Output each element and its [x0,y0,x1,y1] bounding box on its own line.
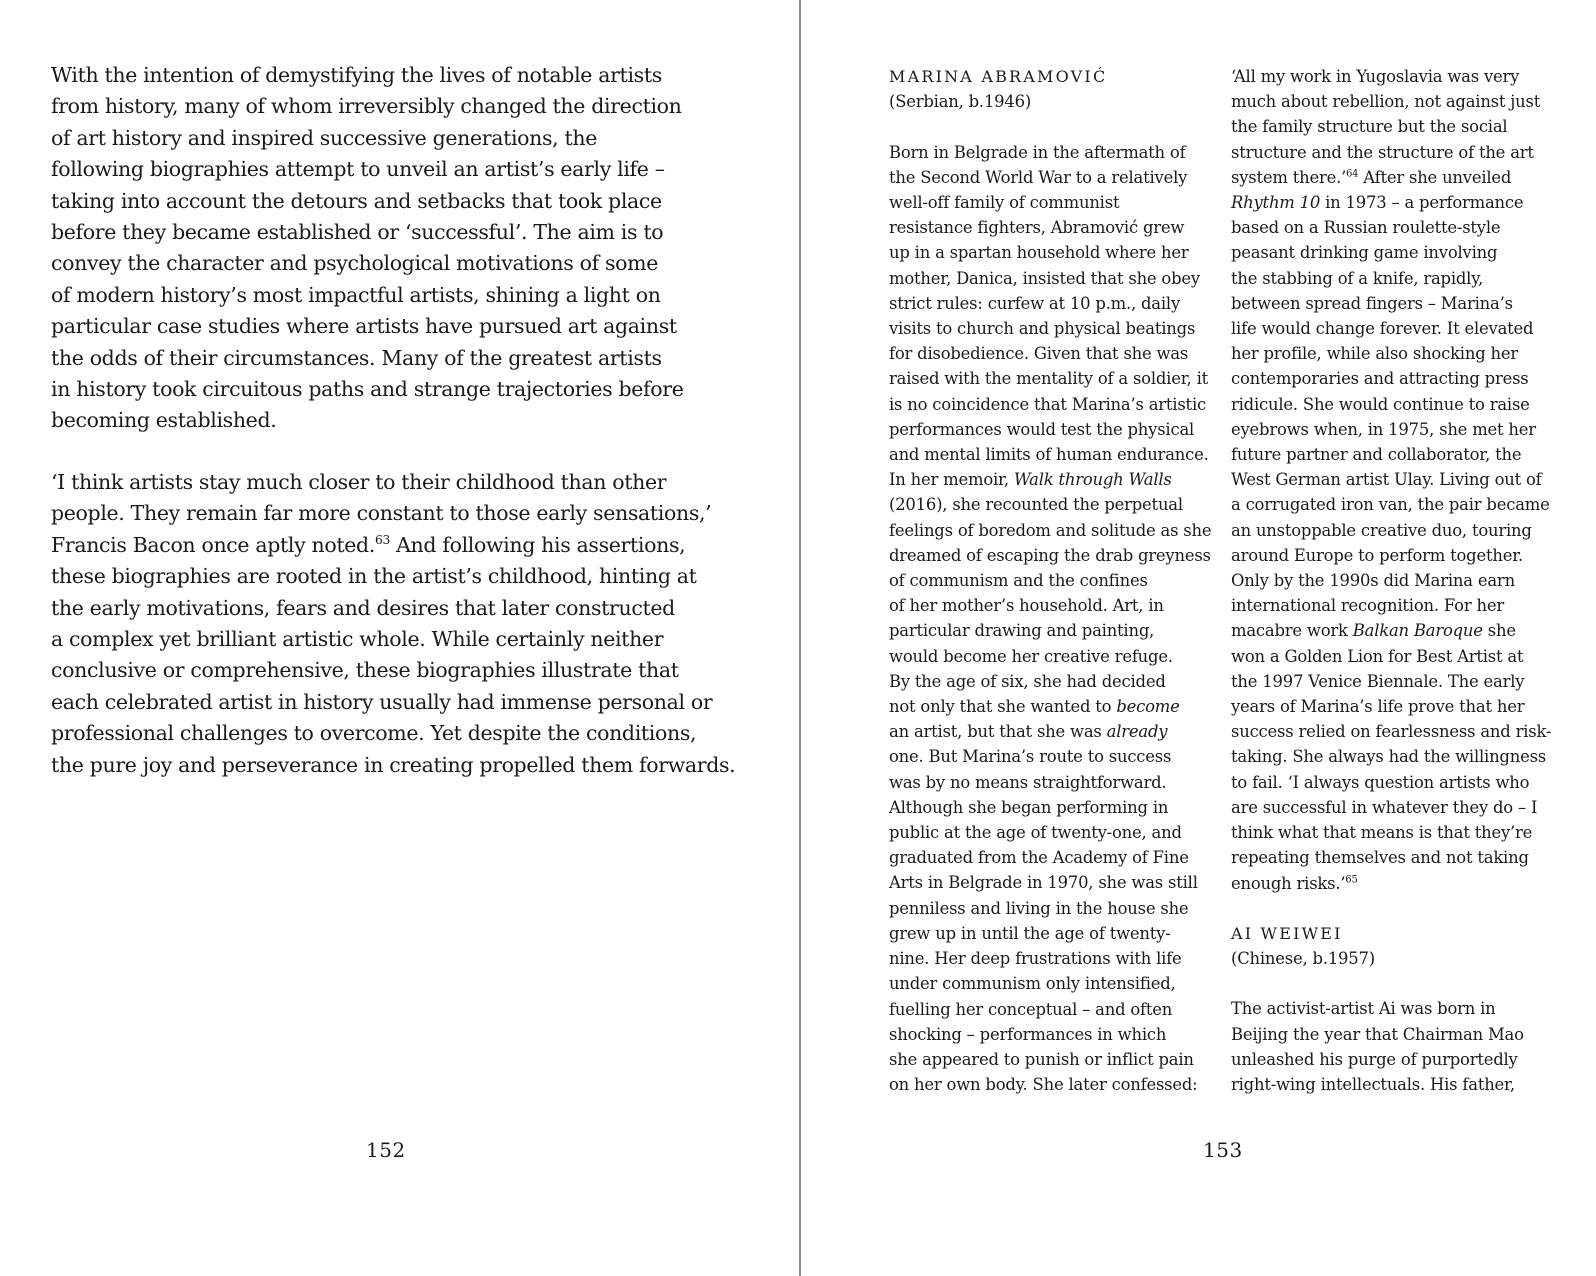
text-line: eyebrows when, in 1975, she met her [1231,419,1536,439]
text-line: her profile, while also shocking her [1231,344,1518,364]
text-line: of communism and the confines [889,571,1148,591]
text-segment: After she unveiled [1358,167,1512,187]
text-line: years of Marina’s life prove that her [1231,697,1525,717]
text-line: to fail. ‘I always question artists who [1231,772,1530,792]
text-line: dreamed of escaping the drab greyness [889,545,1211,565]
text-line: the early motivations, fears and desires that later constructed [51,595,675,620]
text-segment: macabre work [1231,621,1353,641]
text-line: around Europe to perform together. [1231,545,1524,565]
text-line: is no coincidence that Marina’s artistic [889,394,1206,414]
text-line: right-wing intellectuals. His father, [1231,1075,1515,1095]
text-line: ridicule. She would continue to raise [1231,394,1530,414]
text-line [889,719,1219,744]
text-line [889,694,1219,719]
text-line: she appeared to punish or inflict pain [889,1049,1194,1069]
text-line: Although she began performing in [889,797,1169,817]
text-line: particular drawing and painting, [889,621,1155,641]
text-line: shocking – performances in which [889,1024,1167,1044]
text-line: The activist-artist Ai was born in [1231,999,1496,1019]
text-line: well-off family of communist [889,193,1120,212]
text-line: think what that means is that they’re [1231,823,1533,843]
text-line: was by no means straightforward. [889,772,1167,792]
text-line: much about rebellion, not against just [1231,92,1541,112]
artist-subheading: (Chinese, b.1957) [1231,949,1375,969]
text-line: the 1997 Venice Biennale. The early [1231,671,1525,691]
spacer [1231,896,1561,921]
text-line: penniless and living in the house she [889,898,1189,918]
text-line: the odds of their circumstances. Many of the greatest artists [51,345,662,370]
text-line: visits to church and physical beatings [889,319,1196,339]
text-line: taking into account the detours and setbacks that took place [51,188,662,213]
text-line: each celebrated artist in history usually had immense personal or [51,689,713,714]
text-line: performances would test the physical [889,419,1195,439]
text-line: strict rules: curfew at 10 p.m., daily [889,293,1181,313]
text-segment: And following his assertions, [389,532,686,557]
text-line: success relied on fearlessness and risk- [1231,722,1552,742]
text-line: convey the character and psychological motivations of some [51,251,659,276]
page-number-right: 153 [1203,1138,1243,1162]
spacer [1231,971,1561,996]
text-line [51,530,741,561]
text-line: for disobedience. Given that she was [889,344,1189,364]
text-segment: system there.’ [1231,167,1347,187]
right-page-column-1 [889,64,1219,1097]
text-line: based on a Russian roulette-style [1231,218,1501,238]
text-line: these biographies are rooted in the artist’s childhood, hinting at [51,564,697,589]
spacer [889,114,1219,139]
text-line [1231,165,1561,190]
text-line: particular case studies where artists have pursued art against [51,314,677,339]
text-line: feelings of boredom and solitude as she [889,520,1212,540]
right-page-column-2 [1231,64,1561,1097]
text-line: West German artist Ulay. Living out of [1231,470,1542,490]
text-line: nine. Her deep frustrations with life [889,949,1182,969]
text-segment: an artist, but that she was [889,722,1107,742]
text-line: international recognition. For her [1231,596,1504,616]
text-line: people. They remain far more constant to those early sensations,’ [51,501,712,526]
text-line: of art history and inspired successive generations, the [51,125,598,150]
page-gutter [799,0,801,1276]
text-line [889,467,1219,492]
artwork-title: Rhythm 10 [1231,193,1321,213]
text-segment: Francis Bacon once aptly noted. [51,532,375,557]
text-line: peasant drinking game involving [1231,243,1498,263]
text-line: Arts in Belgrade in 1970, she was still [889,873,1198,893]
text-line: becoming established. [51,408,277,433]
text-segment: In her memoir, [889,470,1014,490]
text-segment: enough risks.’ [1231,873,1346,893]
text-line: Born in Belgrade in the aftermath of [889,142,1186,162]
text-line: up in a spartan household where her [889,243,1189,263]
book-title: Walk through Walls [1013,470,1172,490]
emphasis: already [1106,722,1168,742]
text-line: conclusive or comprehensive, these biographies illustrate that [51,658,679,683]
text-line: Beijing the year that Chairman Mao [1231,1024,1524,1044]
text-line: in history took circuitous paths and strange trajectories before [51,377,684,402]
left-page-text [51,60,741,811]
text-line: structure and the structure of the art [1231,142,1534,162]
text-segment: in 1973 – a performance [1320,193,1524,213]
text-line: the stabbing of a knife, rapidly, [1231,268,1484,288]
text-line: would become her creative refuge. [889,646,1173,666]
page-number-left: 152 [366,1138,406,1162]
text-line: are successful in whatever they do – I [1231,797,1538,817]
text-line: the pure joy and perseverance in creating propelled them forwards. [51,752,736,777]
text-line: professional challenges to overcome. Yet despite the conditions, [51,721,697,746]
text-line: ‘I think artists stay much closer to their childhood than other [51,469,667,494]
text-line: future partner and collaborator, the [1231,445,1522,465]
emphasis: become [1116,697,1180,717]
text-line: won a Golden Lion for Best Artist at [1231,646,1524,666]
intro-paragraph-1 [51,60,741,437]
text-line: under communism only intensified, [889,974,1176,994]
text-line: public at the age of twenty-one, and [889,823,1182,843]
text-line: resistance fighters, Abramović grew [889,218,1185,238]
text-line: a corrugated iron van, the pair became [1231,495,1550,515]
text-line: taking. She always had the willingness [1231,747,1547,767]
intro-paragraph-2 [51,467,741,781]
text-line: grew up in until the age of twenty- [889,923,1171,943]
text-segment: she [1482,621,1516,641]
text-line: fuelling her conceptual – and often [889,999,1173,1019]
text-line: and mental limits of human endurance. [889,445,1209,465]
text-line: before they became established or ‘successful’. The aim is to [51,220,664,245]
text-segment: not only that she wanted to [889,697,1117,717]
text-line: of her mother’s household. Art, in [889,596,1164,616]
text-line [1231,190,1561,215]
text-line: repeating themselves and not taking [1231,848,1529,868]
text-line: a complex yet brilliant artistic whole. While certainly neither [51,626,664,651]
text-line: With the intention of demystifying the lives of notable artists [51,63,662,87]
artwork-title: Balkan Baroque [1352,621,1483,641]
text-line: between spread fingers – Marina’s [1231,293,1513,313]
artist-heading: MARINA ABRAMOVIĆ [889,67,1108,86]
text-line [1231,618,1561,643]
artist-heading: AI WEIWEI [1231,923,1343,943]
text-line: raised with the mentality of a soldier, it [889,369,1209,389]
footnote-marker: 63 [374,532,390,547]
text-line: (2016), she recounted the perpetual [889,495,1183,515]
footnote-marker: 65 [1345,874,1358,886]
artist-subheading: (Serbian, b.1946) [889,92,1032,112]
text-line: contemporaries and attracting press [1231,369,1529,389]
text-line: an unstoppable creative duo, touring [1231,520,1532,540]
text-line: graduated from the Academy of Fine [889,848,1189,868]
text-line: the family structure but the social [1231,117,1508,137]
footnote-marker: 64 [1346,168,1359,180]
text-line: from history, many of whom irreversibly changed the direction [51,94,682,119]
text-line: mother, Danica, insisted that she obey [889,268,1200,288]
text-line: life would change forever. It elevated [1231,319,1534,339]
text-line: ‘All my work in Yugoslavia was very [1231,67,1520,86]
text-line: one. But Marina’s route to success [889,747,1172,767]
text-line: By the age of six, she had decided [889,671,1166,691]
text-line: on her own body. She later confessed: [889,1075,1198,1095]
text-line: the Second World War to a relatively [889,167,1188,187]
text-line: Only by the 1990s did Marina earn [1231,571,1515,591]
text-line [1231,871,1561,896]
text-line: unleashed his purge of purportedly [1231,1049,1518,1069]
text-line: following biographies attempt to unveil an artist’s early life – [51,157,665,182]
text-line: of modern history’s most impactful artists, shining a light on [51,282,661,307]
